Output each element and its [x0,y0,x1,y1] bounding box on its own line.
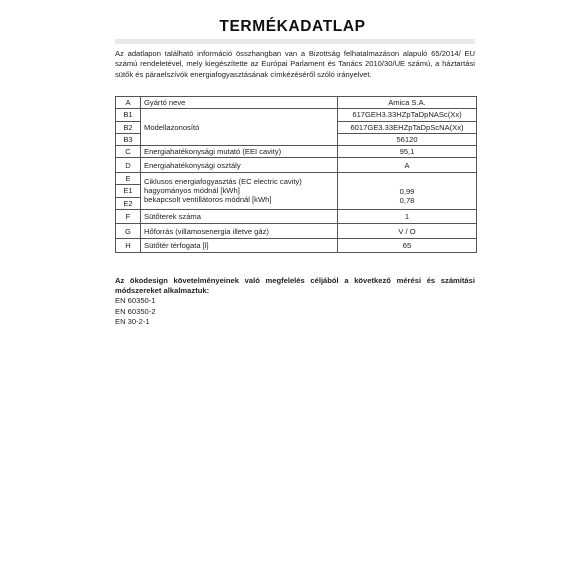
table-row [116,238,477,253]
row-value: 65 [338,238,477,253]
page-title: TERMÉKADATLAP [219,18,366,35]
consumption-label-cell [141,172,338,209]
methods-section [115,276,475,327]
row-code: E1 [116,185,141,197]
row-value: 617GEH3.33HZpTaDpNASc(Xx) [338,109,477,121]
row-value: V / O [338,224,477,239]
methods-heading: Az ökodesign követelményeinek való megfelelés céljából a következő mérési és számítási módszereket alkalmaztuk: [115,276,475,296]
row-value: 95,1 [338,146,477,158]
row-code: G [116,224,141,239]
table-row [116,146,477,158]
row-label: Sütőtér térfogata [l] [141,238,338,253]
standard-item: EN 30-2-1 [115,316,150,326]
row-value: Amica S.A. [338,97,477,109]
consumption-value-conventional: 0,99 [399,186,415,196]
consumption-value-fan: 0,78 [399,195,415,205]
consumption-value-cell [338,172,477,209]
row-label: Energiahatékonysági osztály [141,158,338,173]
row-value: A [338,158,477,173]
row-code: E [116,172,141,184]
row-value: 56120 [338,133,477,145]
consumption-line-conventional: hagyományos módnál [kWh] [144,186,240,196]
row-label: Gyártó neve [141,97,338,109]
table-row [116,109,477,121]
row-code: B3 [116,133,141,145]
spec-table [115,96,477,253]
table-row [116,172,477,184]
intro-paragraph: Az adatlapon található információ összhangban van a Bizottság felhatalmazáson alapuló 65/2014/ EU számú rendeletével, mely kiegészítette az Európai Parlament és Tanács 2010/30/UE számú, a háztartási sütők és páraelszívók energiafogyasztásának címkézéséről szóló irányelvet. [115,49,475,79]
table-row [116,209,477,224]
row-label: Hőforrás (villamosenergia illetve gáz) [141,224,338,239]
row-value: 6017GE3.33EHZpTaDpScNA(Xx) [338,121,477,133]
row-code: B1 [116,109,141,121]
table-row [116,158,477,173]
row-label: Energiahatékonysági mutató (EEI cavity) [141,146,338,158]
row-value: 1 [338,209,477,224]
standard-item: EN 60350-2 [115,306,156,316]
row-code: A [116,97,141,109]
row-code: E2 [116,197,141,209]
title-divider-band [115,39,475,44]
table-row [116,224,477,239]
row-code: C [116,146,141,158]
row-code: D [116,158,141,173]
row-code: B2 [116,121,141,133]
standard-item: EN 60350-1 [115,296,156,306]
consumption-line-fan: bekapcsolt ventillátoros módnál [kWh] [144,195,272,205]
row-label: Sütőterek száma [141,209,338,224]
row-label: Modellazonosító [141,109,338,146]
row-code: H [116,238,141,253]
table-row [116,97,477,109]
row-code: F [116,209,141,224]
consumption-heading: Ciklusos energiafogyasztás (EC electric cavity) [144,177,302,187]
